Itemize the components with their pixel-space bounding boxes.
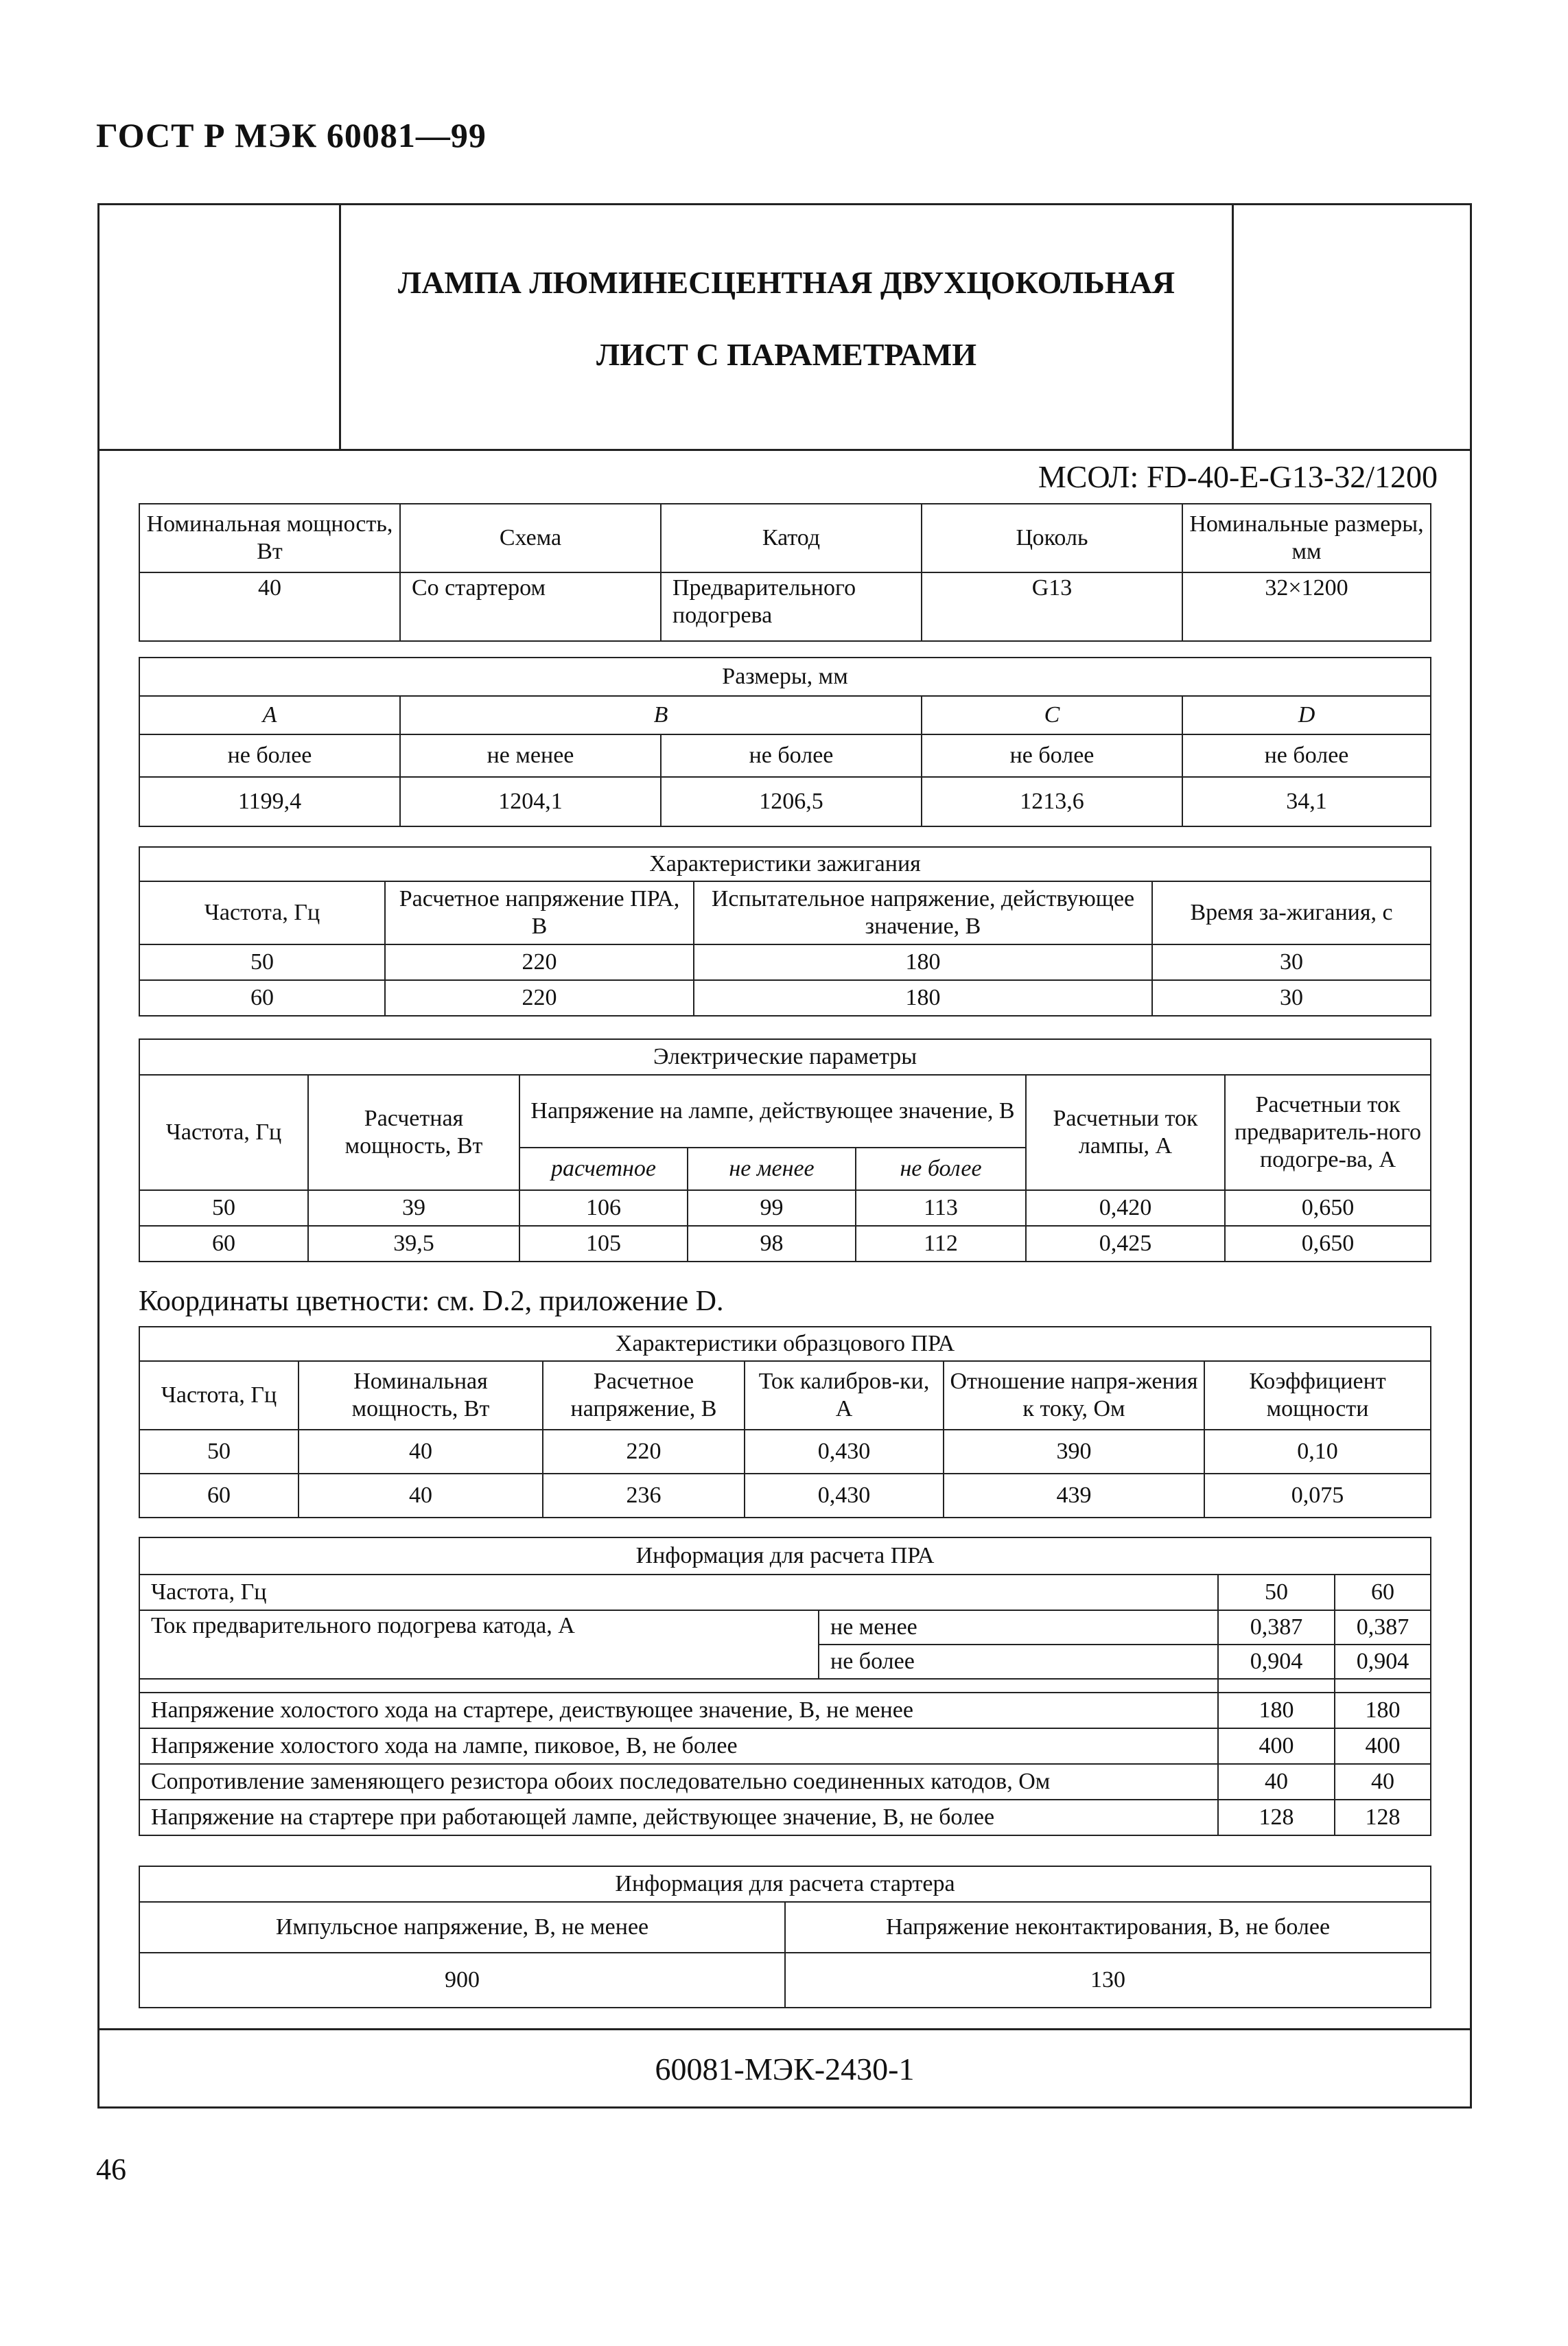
value-cell: 400: [1335, 1728, 1431, 1764]
table-caption: Размеры, мм: [139, 658, 1431, 696]
value-cell: 0,387: [1218, 1610, 1335, 1645]
value-cell: 220: [385, 944, 694, 980]
value-cell: 128: [1218, 1800, 1335, 1835]
table-caption: Информация для расчета ПРА: [139, 1537, 1431, 1575]
header-cell: Цоколь: [922, 504, 1182, 572]
value-cell: 40: [299, 1430, 543, 1474]
dimension-label: D: [1182, 696, 1431, 734]
value-cell: 390: [944, 1430, 1204, 1474]
value-cell: 1204,1: [400, 777, 661, 826]
value-cell: 0,904: [1218, 1645, 1335, 1679]
footer-divider: [97, 2028, 1472, 2030]
chromaticity-note: Координаты цветности: см. D.2, приложение D.: [139, 1286, 724, 1317]
value-cell: 39: [308, 1190, 519, 1226]
page-number: 46: [96, 2152, 126, 2186]
value-cell: G13: [922, 572, 1182, 641]
ballast-info-table: [139, 1537, 1431, 1836]
limit-cell: не более: [1182, 734, 1431, 777]
header-cell: Напряжение неконтактирования, В, не более: [785, 1902, 1431, 1953]
value-cell: 39,5: [308, 1226, 519, 1262]
subheader-cell: расчетное: [519, 1148, 688, 1190]
value-cell: Со стартером: [400, 572, 661, 641]
value-cell: 99: [688, 1190, 856, 1226]
header-cell: Расчетныи ток предваритель-ного подогре-ва, А: [1225, 1075, 1431, 1190]
value-cell: 40: [1218, 1764, 1335, 1800]
value-cell: 0,425: [1026, 1226, 1225, 1262]
dimension-label: B: [400, 696, 922, 734]
value-cell: 50: [139, 1430, 299, 1474]
row-label: Частота, Гц: [139, 1575, 1218, 1610]
limit-cell: не более: [819, 1645, 1218, 1679]
limit-cell: не менее: [819, 1610, 1218, 1645]
value-cell: 1199,4: [139, 777, 400, 826]
row-label: Напряжение холостого хода на стартере, деиствующее значение, В, не менее: [139, 1693, 1218, 1728]
value-cell: 1213,6: [922, 777, 1182, 826]
subheader-cell: не менее: [688, 1148, 856, 1190]
table-caption: Характеристики образцового ПРА: [139, 1327, 1431, 1361]
value-cell: 130: [785, 1953, 1431, 2008]
header-cell: Ток калибров-ки, А: [745, 1361, 944, 1430]
header-cell: Напряжение на лампе, действующее значение, В: [519, 1075, 1026, 1148]
value-cell: 50: [1218, 1575, 1335, 1610]
table-caption: Электрические параметры: [139, 1039, 1431, 1075]
value-cell: 0,075: [1204, 1474, 1431, 1518]
value-cell: 236: [543, 1474, 745, 1518]
header-cell: Катод: [661, 504, 922, 572]
dimension-label: A: [139, 696, 400, 734]
value-cell: 50: [139, 944, 385, 980]
sheet-code: 60081-МЭК-2430-1: [655, 2052, 915, 2087]
value-cell: 0,650: [1225, 1190, 1431, 1226]
value-cell: 60: [139, 1226, 308, 1262]
value-cell: 220: [543, 1430, 745, 1474]
value-cell: 40: [139, 572, 400, 641]
starter-info-table: [139, 1866, 1431, 2008]
value-cell: 0,650: [1225, 1226, 1431, 1262]
header-divider: [97, 449, 1472, 451]
limit-cell: не более: [922, 734, 1182, 777]
value-cell: 180: [1335, 1693, 1431, 1728]
limit-cell: не менее: [400, 734, 661, 777]
value-cell: 40: [299, 1474, 543, 1518]
value-cell: 34,1: [1182, 777, 1431, 826]
value-cell: 439: [944, 1474, 1204, 1518]
header-cell: Номинальная мощность, Вт: [139, 504, 400, 572]
row-label: Ток предварительного подогрева катода, А: [139, 1610, 819, 1679]
header-cell: Частота, Гц: [139, 1361, 299, 1430]
value-cell: 106: [519, 1190, 688, 1226]
header-cell: Частота, Гц: [139, 881, 385, 944]
value-cell: 60: [139, 1474, 299, 1518]
value-cell: 112: [856, 1226, 1026, 1262]
value-cell: 60: [1335, 1575, 1431, 1610]
limit-cell: не более: [661, 734, 922, 777]
header-cell: Схема: [400, 504, 661, 572]
limit-cell: не более: [139, 734, 400, 777]
row-label: Сопротивление заменяющего резистора обоих последовательно соединенных катодов, Ом: [139, 1764, 1218, 1800]
dimensions-table: [139, 657, 1431, 827]
value-cell: 900: [139, 1953, 785, 2008]
reference-ballast-table: [139, 1326, 1431, 1518]
value-cell: 1206,5: [661, 777, 922, 826]
ignition-table: [139, 846, 1431, 1017]
value-cell: 40: [1335, 1764, 1431, 1800]
table-caption: Информация для расчета стартера: [139, 1866, 1431, 1902]
value-cell: 0,904: [1335, 1645, 1431, 1679]
value-cell: 32×1200: [1182, 572, 1431, 641]
value-cell: 180: [694, 980, 1152, 1016]
row-label: Напряжение на стартере при работающей лампе, действующее значение, В, не более: [139, 1800, 1218, 1835]
main-parameters-table: [139, 503, 1431, 642]
header-cell: Испытательное напряжение, действующее значение, В: [694, 881, 1152, 944]
value-cell: 113: [856, 1190, 1026, 1226]
header-cell: Номинальные размеры, мм: [1182, 504, 1431, 572]
header-cell: Расчетная мощность, Вт: [308, 1075, 519, 1190]
value-cell: Предварительного подогрева: [661, 572, 922, 641]
dimension-label: C: [922, 696, 1182, 734]
value-cell: 30: [1152, 980, 1431, 1016]
value-cell: 128: [1335, 1800, 1431, 1835]
header-cell: Коэффициент мощности: [1204, 1361, 1431, 1430]
value-cell: 180: [1218, 1693, 1335, 1728]
value-cell: 0,387: [1335, 1610, 1431, 1645]
header-cell: Время за-жигания, с: [1152, 881, 1431, 944]
electrical-parameters-table: [139, 1038, 1431, 1262]
header-right-cell: [1232, 203, 1472, 450]
row-label: Напряжение холостого хода на лампе, пиковое, В, не более: [139, 1728, 1218, 1764]
value-cell: 0,420: [1026, 1190, 1225, 1226]
value-cell: 0,10: [1204, 1430, 1431, 1474]
table-caption: Характеристики зажигания: [139, 847, 1431, 881]
value-cell: 60: [139, 980, 385, 1016]
sheet-title: ЛАМПА ЛЮМИНЕСЦЕНТНАЯ ДВУХЦОКОЛЬНАЯ: [397, 265, 1175, 300]
subheader-cell: не более: [856, 1148, 1026, 1190]
value-cell: 98: [688, 1226, 856, 1262]
header-cell: Расчетное напряжение, В: [543, 1361, 745, 1430]
value-cell: 0,430: [745, 1430, 944, 1474]
header-cell: Отношение напря-жения к току, Ом: [944, 1361, 1204, 1430]
header-cell: Частота, Гц: [139, 1075, 308, 1190]
standard-title: ГОСТ Р МЭК 60081—99: [96, 116, 487, 154]
value-cell: 50: [139, 1190, 308, 1226]
value-cell: 180: [694, 944, 1152, 980]
header-cell: Расчетныи ток лампы, А: [1026, 1075, 1225, 1190]
header-cell: Номинальная мощность, Вт: [299, 1361, 543, 1430]
value-cell: 220: [385, 980, 694, 1016]
sheet-subtitle: ЛИСТ С ПАРАМЕТРАМИ: [596, 337, 977, 372]
lamp-designation: МСОЛ: FD-40-E-G13-32/1200: [1038, 459, 1438, 494]
value-cell: 30: [1152, 944, 1431, 980]
value-cell: 105: [519, 1226, 688, 1262]
header-left-cell: [97, 203, 341, 450]
value-cell: 400: [1218, 1728, 1335, 1764]
value-cell: 0,430: [745, 1474, 944, 1518]
header-cell: Импульсное напряжение, В, не менее: [139, 1902, 785, 1953]
header-cell: Расчетное напряжение ПРА, В: [385, 881, 694, 944]
